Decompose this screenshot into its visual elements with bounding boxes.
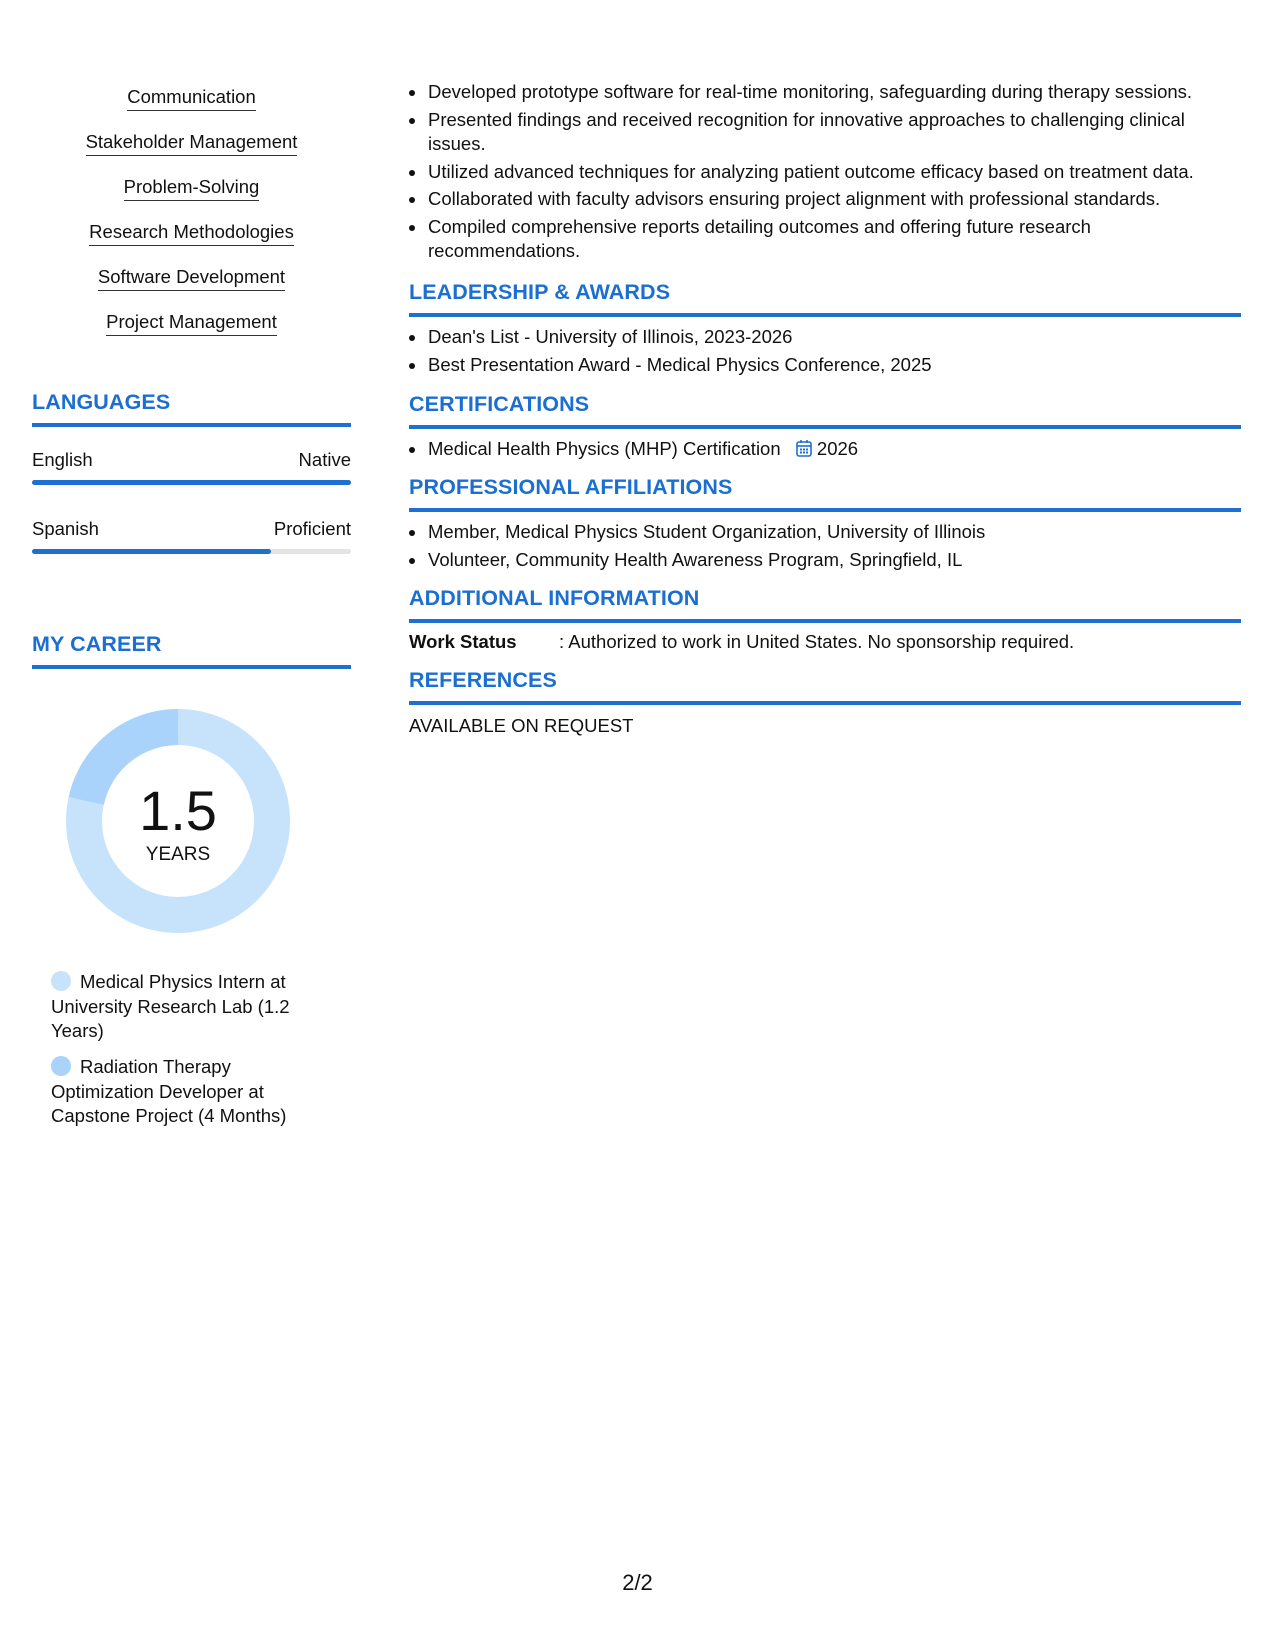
work-status-row	[409, 631, 1241, 653]
legend-dot	[51, 971, 71, 991]
career-title: MY CAREER	[32, 632, 162, 656]
language-level: Proficient	[273, 518, 351, 539]
skill-item: Research Methodologies	[32, 221, 351, 266]
work-status-label: Work Status	[409, 631, 517, 652]
language-name: English	[32, 449, 93, 470]
experience-bullets	[409, 80, 1241, 264]
language-name: Spanish	[32, 518, 99, 539]
section-rule	[409, 508, 1241, 512]
references-title: REFERENCES	[409, 668, 557, 692]
language-bar-spanish	[32, 549, 351, 554]
references-text: AVAILABLE ON REQUEST	[409, 715, 634, 736]
list-item: Compiled comprehensive reports detailing outcomes and offering future research recommendations.	[409, 215, 1241, 264]
languages-section	[32, 390, 351, 427]
skill-item: Software Development	[32, 266, 351, 311]
affiliations-list	[409, 520, 1241, 572]
list-item: Presented findings and received recognition for innovative approaches to challenging clinical issues.	[409, 108, 1241, 157]
calendar-icon	[796, 439, 812, 464]
language-level: Native	[298, 449, 351, 470]
skill-item: Communication	[32, 86, 351, 131]
certification-year: 2026	[816, 438, 859, 459]
affiliations-title: PROFESSIONAL AFFILIATIONS	[409, 475, 733, 499]
certifications-list	[409, 437, 1241, 464]
page-number: 2/2	[622, 1570, 653, 1595]
section-rule	[409, 619, 1241, 623]
language-bar-fill	[32, 480, 351, 485]
references-section	[409, 668, 1241, 737]
legend-label: Radiation Therapy Optimization Developer at Capstone Project (4 Months)	[51, 1056, 287, 1126]
leadership-list	[409, 325, 1241, 377]
additional-title: ADDITIONAL INFORMATION	[409, 586, 700, 610]
list-item: Developed prototype software for real-time monitoring, safeguarding during therapy sessions.	[409, 80, 1241, 105]
skills-list	[32, 86, 351, 356]
section-rule	[409, 313, 1241, 317]
list-item: Best Presentation Award - Medical Physics Conference, 2025	[409, 353, 1241, 378]
leadership-title: LEADERSHIP & AWARDS	[409, 280, 671, 304]
language-bar-english	[32, 480, 351, 485]
list-item: Collaborated with faculty advisors ensuring project alignment with professional standards.	[409, 187, 1241, 212]
certifications-title: CERTIFICATIONS	[409, 392, 590, 416]
affiliations-section	[409, 475, 1241, 572]
section-rule	[409, 425, 1241, 429]
list-item: Volunteer, Community Health Awareness Program, Springfield, IL	[409, 548, 1241, 573]
work-status-value: : Authorized to work in United States. No sponsorship required.	[559, 631, 1075, 652]
list-item: Dean's List - University of Illinois, 2023-2026	[409, 325, 1241, 350]
legend-dot	[51, 1056, 71, 1076]
language-row-english	[32, 449, 351, 471]
section-rule	[409, 701, 1241, 705]
additional-section	[409, 586, 1241, 653]
list-item: Member, Medical Physics Student Organization, University of Illinois	[409, 520, 1241, 545]
legend-label: Medical Physics Intern at University Research Lab (1.2 Years)	[51, 971, 290, 1041]
skill-item: Stakeholder Management	[32, 131, 351, 176]
career-legend-item	[51, 1055, 313, 1129]
list-item: Medical Health Physics (MHP) Certification 2026	[409, 437, 1241, 464]
section-rule	[32, 665, 351, 669]
language-row-spanish	[32, 518, 351, 540]
certifications-section	[409, 392, 1241, 464]
career-unit: YEARS	[145, 844, 211, 865]
language-bar-fill	[32, 549, 271, 554]
career-legend-item	[51, 970, 313, 1044]
section-rule	[32, 423, 351, 427]
career-section	[32, 632, 351, 669]
list-item: Utilized advanced techniques for analyzing patient outcome efficacy based on treatment data.	[409, 160, 1241, 185]
languages-title: LANGUAGES	[32, 390, 171, 414]
career-total-years: 1.5	[139, 779, 217, 842]
leadership-section	[409, 280, 1241, 377]
career-donut-chart	[66, 709, 290, 933]
skill-item: Project Management	[32, 311, 351, 356]
skill-item: Problem-Solving	[32, 176, 351, 221]
